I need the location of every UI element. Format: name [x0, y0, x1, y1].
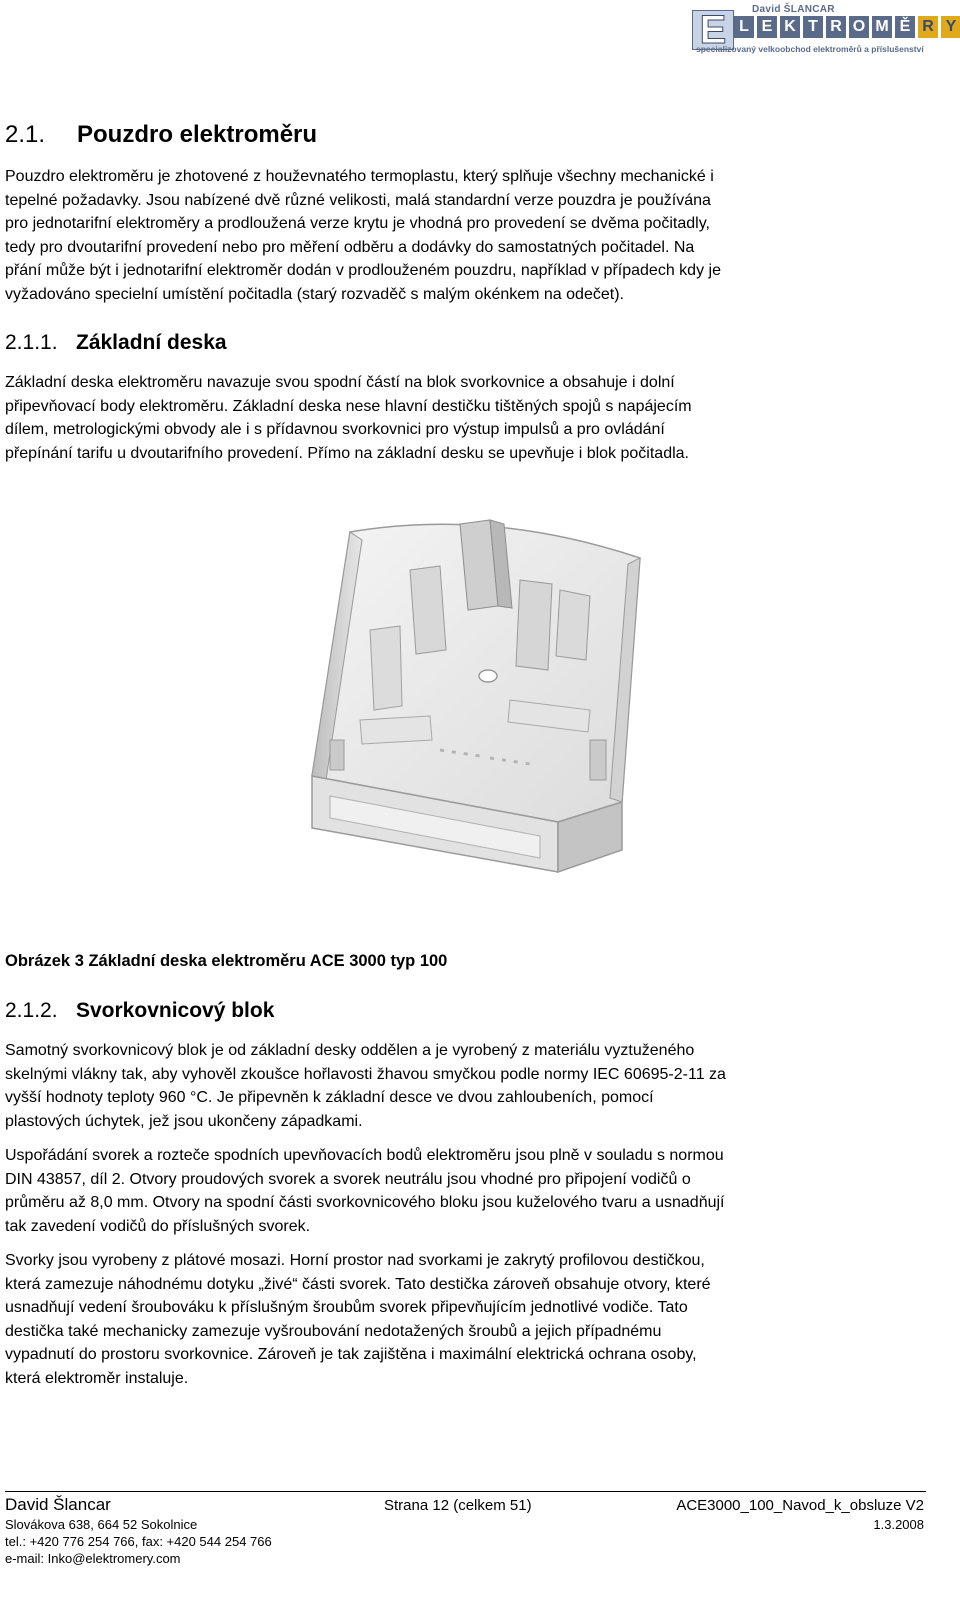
- text-line: dílem, metrologickými obvody ale i s přídavnou svorkovnici pro výstup impulsů a pro ovládání: [5, 421, 665, 438]
- footer-divider: [5, 1491, 926, 1492]
- text-line: plastových úchytek, jež jsou ukončeny západkami.: [5, 1112, 363, 1130]
- text-line: Svorky jsou vyrobeny z plátové mosazi. Horní prostor nad svorkami je zakrytý profilovou destičkou,: [5, 1252, 705, 1269]
- elektromery-logo: [688, 4, 957, 56]
- logo-letter: T: [803, 16, 823, 38]
- logo-letter: R: [918, 16, 938, 38]
- logo-letter: M: [872, 16, 892, 38]
- text-line: Uspořádání svorek a rozteče spodních upevňovacích bodů elektroměru jsou plně v souladu s normou: [5, 1147, 724, 1164]
- footer-date: 1.3.2008: [873, 1517, 924, 1532]
- text-line: vyžadováno specielní umístění počitadla (starý rozvaděč s malým okénkem na odečet).: [5, 285, 624, 303]
- text-line: vyšší hodnoty teploty 960 °C. Je připevněn k základní desce ve dvou zahloubeních, pomocí: [5, 1089, 654, 1106]
- subsection-heading: [5, 331, 227, 355]
- figure-caption: Obrázek 3 Základní deska elektroměru ACE 3000 typ 100: [5, 952, 448, 970]
- text-line: která elektroměr instaluje.: [5, 1369, 189, 1387]
- text-line: Samotný svorkovnicový blok je od základní desky oddělen a je vyrobený z materiálu vyztuženého: [5, 1042, 695, 1059]
- logo-initial-letter: E: [692, 10, 734, 50]
- text-line: Základní deska elektroměru navazuje svou spodní částí na blok svorkovnice a obsahuje i dolní: [5, 374, 675, 391]
- footer-document-name: ACE3000_100_Navod_k_obsluze V2: [676, 1497, 924, 1514]
- logo-letter-row: [734, 16, 960, 38]
- logo-tagline: specializovaný velkoobchod elektroměrů a příslušenství: [696, 44, 924, 54]
- text-line: přepínání tarifu u dvoutarifního provedení. Přímo na základní desku se upevňuje i blok počitadla.: [5, 444, 689, 462]
- logo-letter: L: [734, 16, 754, 38]
- subsection-paragraph: [5, 1039, 925, 1133]
- footer-email: e-mail: Inko@elektromery.com: [5, 1551, 181, 1566]
- text-line: tedy pro dvoutarifní provedení nebo pro měření odběru a dodávky do samostatných počitadel. Na: [5, 238, 695, 256]
- logo-letter: Y: [941, 16, 960, 38]
- footer-author: David Šlancar: [5, 1495, 111, 1514]
- footer-address: Slovákova 638, 664 52 Sokolnice: [5, 1517, 198, 1532]
- text-line: destička také mechanicky zamezuje vyšroubování nedotažených šroubů a jejich případnému: [5, 1322, 662, 1340]
- logo-letter: E: [757, 16, 777, 38]
- section-paragraph: [5, 165, 925, 306]
- text-line: vypadnutí do prostoru svorkovnice. Zároveň je tak zajištěna i maximální elektrická ochrana osoby,: [5, 1346, 697, 1363]
- subsection-title: Základní deska: [76, 331, 227, 354]
- text-line: připevňovací body elektroměru. Základní deska nese hlavní destičku tištěných spojů s napájecím: [5, 397, 692, 415]
- text-line: usnadňují vedení šroubováku k příslušným šroubům svorek připevňujícím jednotlivé vodiče. Tato: [5, 1299, 688, 1316]
- text-line: skelnými vlákny tak, aby vyhověl zkoušce hořlavosti žhavou smyčkou podle normy IEC 60695-2-11 za: [5, 1065, 726, 1083]
- text-line: tak zavedení vodičů do příslušných svorek.: [5, 1217, 311, 1235]
- subsection-paragraph: [5, 371, 925, 465]
- logo-letter: R: [826, 16, 846, 38]
- subsection-paragraph: [5, 1144, 925, 1238]
- logo-letter: Ě: [895, 16, 915, 38]
- text-line: DIN 43857, díl 2. Otvory proudových svorek a svorek neutrálu jsou vhodné pro připojení vodičů o: [5, 1170, 691, 1188]
- subsection-number: 2.1.2.: [5, 999, 58, 1022]
- footer-phone: tel.: +420 776 254 766, fax: +420 544 254 766: [5, 1534, 272, 1549]
- subsection-heading: [5, 999, 274, 1023]
- text-line: pro jednotarifní elektroměry a prodloužená verze krytu je vhodná pro provedení se dvěma počitadly,: [5, 215, 710, 232]
- subsection-number: 2.1.1.: [5, 331, 58, 354]
- section-title: Pouzdro elektroměru: [77, 121, 318, 148]
- footer-page-number: Strana 12 (celkem 51): [384, 1497, 532, 1514]
- text-line: průměru až 8,0 mm. Otvory na spodní části svorkovnicového bloku jsou kuželového tvaru a usnadňují: [5, 1194, 725, 1211]
- logo-letter: O: [849, 16, 869, 38]
- text-line: která zamezuje náhodnému dotyku „živé“ části svorek. Tato destička zároveň obsahuje otvory, které: [5, 1275, 711, 1293]
- subsection-title: Svorkovnicový blok: [76, 999, 275, 1022]
- text-line: přání může být i jednotarifní elektroměr dodán v prodlouženém pouzdru, například v případech kdy je: [5, 262, 721, 279]
- section-number: 2.1.: [5, 121, 46, 148]
- logo-letter: K: [780, 16, 800, 38]
- text-line: Pouzdro elektroměru je zhotovené z houževnatého termoplastu, který splňuje všechny mechanické i: [5, 168, 714, 185]
- base-plate-figure: [290, 510, 650, 885]
- text-line: tepelné požadavky. Jsou nabízené dvě různé velikosti, malá standardní verze pouzdra je používána: [5, 191, 711, 209]
- logo-owner-name: David ŠLANCAR: [752, 4, 835, 15]
- subsection-paragraph: [5, 1249, 925, 1390]
- section-heading: [5, 121, 317, 149]
